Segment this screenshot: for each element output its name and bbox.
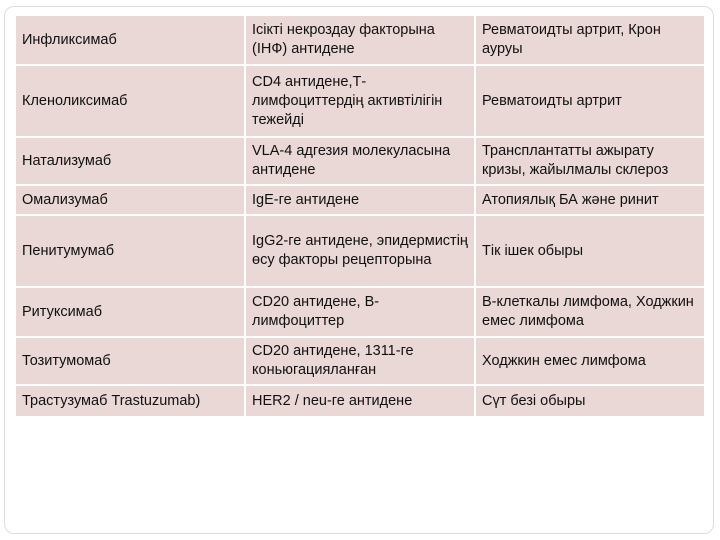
mechanism-cell: HER2 / neu-ге антидене [245, 385, 475, 417]
indication-cell: Трансплантатты ажырату кризы, жайылмалы склероз [475, 137, 705, 185]
drug-name-cell: Пенитумумаб [15, 215, 245, 287]
drug-name-cell: Натализумаб [15, 137, 245, 185]
mechanism-cell: CD20 антидене, 1311-ге коньюгацияланған [245, 337, 475, 385]
drug-name-cell: Ритуксимаб [15, 287, 245, 337]
drug-name-cell: Омализумаб [15, 185, 245, 215]
table-row [15, 385, 705, 417]
indication-cell: Ревматоидты артрит [475, 65, 705, 137]
table-row [15, 215, 705, 287]
drug-name-cell: Инфликсимаб [15, 15, 245, 65]
table-row [15, 137, 705, 185]
drug-name-cell: Кленоликсимаб [15, 65, 245, 137]
table-row [15, 337, 705, 385]
indication-cell: Сүт безі обыры [475, 385, 705, 417]
table-row [15, 185, 705, 215]
mechanism-cell: VLA-4 адгезия молекуласына антидене [245, 137, 475, 185]
mechanism-cell: IgG2-ге антидене, эпидермистің өсу факторы рецепторына [245, 215, 475, 287]
mechanism-cell: CD20 антидене, В-лимфоциттер [245, 287, 475, 337]
indication-cell: В-клеткалы лимфома, Ходжкин емес лимфома [475, 287, 705, 337]
indication-cell: Ходжкин емес лимфома [475, 337, 705, 385]
mechanism-cell: IgE-ге антидене [245, 185, 475, 215]
table-row [15, 287, 705, 337]
indication-cell: Атопиялық БА және ринит [475, 185, 705, 215]
mechanism-cell: CD4 антидене,Т-лимфоциттердің активтілігін тежейді [245, 65, 475, 137]
indication-cell: Тік ішек обыры [475, 215, 705, 287]
drug-name-cell: Трастузумаб Trastuzumab) [15, 385, 245, 417]
indication-cell: Ревматоидты артрит, Крон ауруы [475, 15, 705, 65]
table-row [15, 65, 705, 137]
drug-name-cell: Тозитумомаб [15, 337, 245, 385]
mechanism-cell: Ісікті некроздау факторына (ІНФ) антидене [245, 15, 475, 65]
table-row [15, 15, 705, 65]
drug-table [14, 14, 706, 418]
